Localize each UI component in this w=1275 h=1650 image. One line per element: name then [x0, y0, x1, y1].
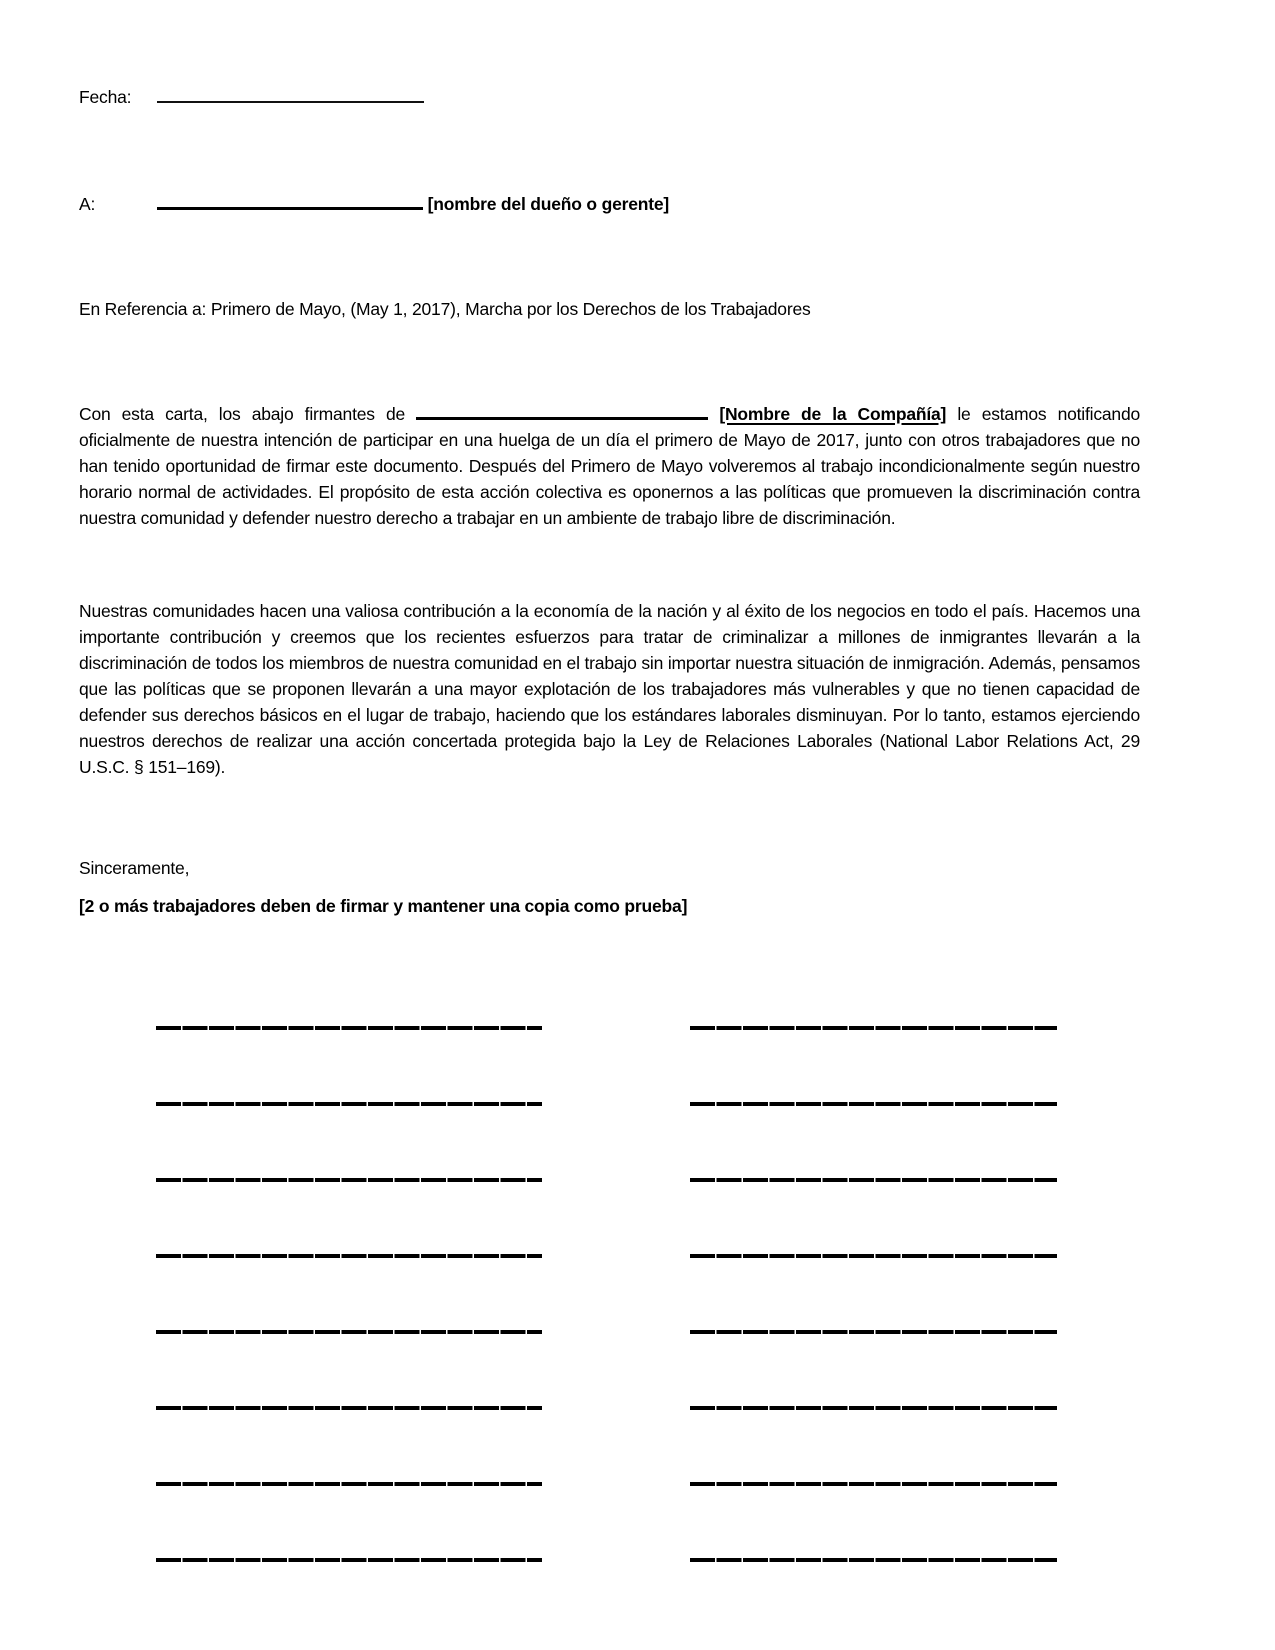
recipient-row [79, 194, 669, 215]
owner-placeholder: [nombre del dueño o gerente] [427, 194, 670, 214]
company-placeholder: [Nombre de la Compañía] [719, 404, 947, 424]
signature-line[interactable] [690, 1558, 1057, 1562]
paragraph-intent [79, 401, 1140, 531]
paragraph-justification: Nuestras comunidades hacen una valiosa contribución a la economía de la nación y al éxito de los negocios en todo el país. Hacemos una importante contribución y creemos que los recientes esfuerzos para tratar de criminalizar a millones de inmigrantes llevarán a la discriminación de todos los miembros de nuestra comunidad en el trabajo sin importar nuestra situación de inmigración. Además, pensamos que las políticas que se proponen llevarán a una mayor explotación de los trabajadores más vulnerables y que no tienen capacidad de defender sus derechos básicos en el lugar de trabajo, haciendo que los estándares laborales disminuyan. Por lo tanto, estamos ejerciendo nuestros derechos de realizar una acción concertada protegida bajo la Ley de Relaciones Laborales (National Labor Relations Act, 29 U.S.C. § 151–169). [79, 601, 1140, 777]
date-blank-line[interactable] [157, 86, 424, 103]
signature-line[interactable] [690, 1406, 1057, 1410]
signature-line[interactable] [690, 1482, 1057, 1486]
signature-instruction: [2 o más trabajadores deben de firmar y mantener una copia como prueba] [79, 896, 688, 916]
signature-line[interactable] [690, 1254, 1057, 1258]
signature-line[interactable] [156, 1482, 542, 1486]
signature-line[interactable] [690, 1102, 1057, 1106]
to-label: A: [79, 194, 96, 214]
paragraph1-after-blank: le estamos notificando oficialmente de nuestra intención de participar en una huelga de un día el primero de Mayo de 2017, junto con otros trabajadores que no han tenido oportunidad de firmar este documento. Después del Primero de Mayo volveremos al trabajo incondicionalmente según nuestro horario normal de actividades. El propósito de esta acción colectiva es oponernos a las políticas que promueven la discriminación contra nuestra comunidad y defender nuestro derecho a trabajar en un ambiente de trabajo libre de discriminación. [79, 404, 1141, 528]
signature-line[interactable] [156, 1178, 542, 1182]
signature-line[interactable] [690, 1178, 1057, 1182]
sincerely-line: Sinceramente, [79, 858, 190, 878]
company-blank-line[interactable] [416, 407, 708, 420]
signature-line[interactable] [690, 1026, 1057, 1030]
signature-line[interactable] [156, 1558, 542, 1562]
signature-line[interactable] [690, 1330, 1057, 1334]
signature-grid [0, 1026, 1275, 1586]
signature-line[interactable] [156, 1102, 542, 1106]
date-row [79, 86, 424, 108]
paragraph1-before-blank: Con esta carta, los abajo firmantes de [79, 404, 406, 424]
signature-line[interactable] [156, 1330, 542, 1334]
reference-line: En Referencia a: Primero de Mayo, (May 1, 2017), Marcha por los Derechos de los Trabajadores [79, 299, 811, 319]
signature-line[interactable] [156, 1254, 542, 1258]
date-label: Fecha: [79, 87, 132, 107]
recipient-blank-line[interactable] [157, 196, 423, 210]
signature-line[interactable] [156, 1026, 542, 1030]
signature-line[interactable] [156, 1406, 542, 1410]
